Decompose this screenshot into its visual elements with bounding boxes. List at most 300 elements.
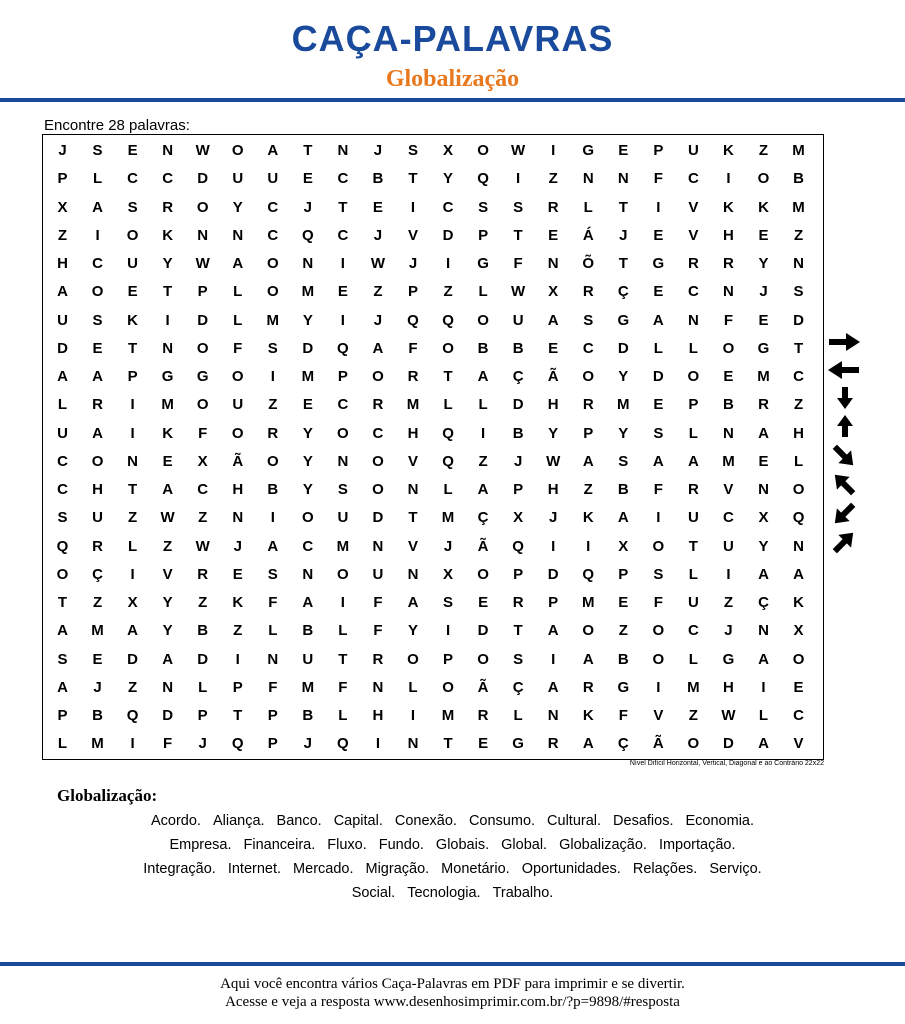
grid-cell: K xyxy=(723,142,734,159)
grid-cell: W xyxy=(546,452,561,470)
grid-cell: F xyxy=(653,481,663,498)
grid-cell: X xyxy=(513,509,524,527)
grid-cell: C xyxy=(337,396,349,414)
grid-cell: S xyxy=(513,198,524,216)
grid-cell: R xyxy=(758,396,769,414)
word-item: Relações. xyxy=(632,861,698,877)
grid-cell: S xyxy=(793,283,804,301)
grid-cell: J xyxy=(513,452,523,470)
grid-cell: I xyxy=(340,311,345,329)
grid-cell: B xyxy=(512,339,524,357)
grid-cell: O xyxy=(372,481,384,498)
grid-cell: V xyxy=(723,481,734,498)
grid-cell: Z xyxy=(198,509,208,527)
grid-cell: B xyxy=(723,396,734,414)
arrow-up-left-icon xyxy=(826,472,862,496)
grid-cell: I xyxy=(130,396,135,414)
word-item: Social. xyxy=(351,885,396,901)
grid-cell: T xyxy=(408,170,418,188)
grid-cell: F xyxy=(618,707,628,724)
grid-cell: P xyxy=(197,283,208,301)
grid-cell: B xyxy=(197,622,209,640)
word-item: Tecnologia. xyxy=(407,885,481,901)
grid-cell: A xyxy=(582,452,594,470)
grid-cell: I xyxy=(410,707,416,724)
grid-cell: K xyxy=(232,594,244,611)
grid-cell: M xyxy=(91,622,104,640)
grid-cell: P xyxy=(443,650,454,668)
grid-cell: O xyxy=(266,452,279,470)
grid-cell: L xyxy=(688,650,698,668)
grid-cell: X xyxy=(57,198,68,216)
grid-cell: I xyxy=(481,424,486,442)
grid-cell: N xyxy=(723,424,734,442)
grid-cell: X xyxy=(548,283,559,301)
grid-cell: E xyxy=(302,170,313,188)
grid-cell: T xyxy=(128,339,138,357)
grid-row xyxy=(43,646,823,674)
arrow-up-icon xyxy=(826,414,862,438)
grid-cell: D xyxy=(652,368,664,385)
grid-cell: C xyxy=(267,226,279,244)
grid-row xyxy=(43,730,823,758)
grid-cell: J xyxy=(724,622,733,640)
grid-cell: E xyxy=(302,396,313,414)
grid-cell: J xyxy=(303,735,313,753)
grid-row xyxy=(43,561,823,589)
grid-cell: X xyxy=(127,594,138,611)
grid-cell: P xyxy=(513,481,524,498)
grid-cell: C xyxy=(372,424,384,442)
grid-cell: T xyxy=(443,368,453,385)
grid-cell: T xyxy=(618,255,628,272)
grid-cell: N xyxy=(162,678,174,696)
grid-cell: F xyxy=(163,735,173,753)
grid-cell: I xyxy=(726,565,731,583)
grid-cell: E xyxy=(548,226,559,244)
grid-cell: S xyxy=(653,565,664,583)
grid-cell: J xyxy=(198,735,207,753)
grid-cell: R xyxy=(92,396,103,414)
grid-cell: B xyxy=(512,424,524,442)
grid-cell: C xyxy=(582,339,594,357)
grid-cell: M xyxy=(757,368,770,385)
grid-cell: Z xyxy=(688,707,698,724)
grid-cell: O xyxy=(792,650,805,668)
grid-cell: V xyxy=(407,452,418,470)
grid-cell: P xyxy=(337,368,348,385)
grid-cell: F xyxy=(198,424,208,442)
grid-cell: O xyxy=(442,339,454,357)
grid-cell: A xyxy=(758,650,769,668)
instructions: Encontre 28 palavras: xyxy=(44,117,190,134)
grid-cell: K xyxy=(127,311,139,329)
grid-cell: C xyxy=(723,509,734,527)
grid-cell: N xyxy=(302,565,314,583)
grid-cell: N xyxy=(547,707,559,724)
grid-cell: M xyxy=(406,396,420,414)
grid-cell: B xyxy=(302,707,314,724)
grid-cell: A xyxy=(92,368,103,385)
grid-cell: Q xyxy=(582,565,595,583)
grid-cell: S xyxy=(57,650,68,668)
grid-cell: E xyxy=(127,283,138,301)
grid-cell: Õ xyxy=(582,255,595,272)
grid-cell: T xyxy=(57,594,68,611)
grid-cell: Z xyxy=(548,170,558,188)
grid-cell: Z xyxy=(92,594,103,611)
grid-cell: X xyxy=(618,537,629,555)
grid-cell: J xyxy=(549,509,558,527)
grid-cell: Y xyxy=(758,255,769,272)
grid-cell: B xyxy=(302,622,314,640)
grid-cell: I xyxy=(586,537,591,555)
grid-cell: O xyxy=(582,622,595,640)
grid-cell: K xyxy=(162,226,174,244)
grid-cell: C xyxy=(793,707,804,724)
grid-cell: D xyxy=(57,339,68,357)
grid-cell: F xyxy=(233,339,243,357)
grid-cell: F xyxy=(513,255,523,272)
grid-cell: Y xyxy=(302,481,313,498)
grid-cell: A xyxy=(793,565,804,583)
grid-cell: P xyxy=(618,565,629,583)
grid-cell: U xyxy=(687,594,699,611)
grid-cell: J xyxy=(303,198,313,216)
direction-legend xyxy=(826,330,866,558)
grid-cell: A xyxy=(477,481,489,498)
grid-cell: O xyxy=(652,622,665,640)
grid-cell: G xyxy=(757,339,770,357)
grid-cell: E xyxy=(758,226,769,244)
grid-cell: D xyxy=(197,170,209,188)
grid-cell: A xyxy=(57,678,68,696)
grid-cell: I xyxy=(761,678,766,696)
grid-cell: V xyxy=(162,565,173,583)
grid-cell: V xyxy=(793,735,804,753)
grid-cell: T xyxy=(408,509,418,527)
grid-row xyxy=(43,617,823,645)
word-item: Economia. xyxy=(685,813,755,829)
grid-cell: P xyxy=(548,594,559,611)
grid-cell: E xyxy=(92,339,103,357)
grid-cell: T xyxy=(513,622,523,640)
grid-cell: C xyxy=(127,170,139,188)
grid-cell: P xyxy=(688,396,699,414)
grid-cell: I xyxy=(270,509,275,527)
grid-cell: G xyxy=(617,678,630,696)
grid-cell: U xyxy=(687,142,699,159)
grid-cell: N xyxy=(617,170,629,188)
word-list-line xyxy=(0,857,905,881)
grid-cell: O xyxy=(687,735,700,753)
grid-cell: Y xyxy=(618,368,629,385)
grid-cell: M xyxy=(792,198,805,216)
grid-cell: Y xyxy=(232,198,243,216)
word-item: Globais. xyxy=(435,837,490,853)
grid-row xyxy=(43,278,823,306)
grid-cell: S xyxy=(127,198,138,216)
grid-cell: R xyxy=(582,678,594,696)
grid-row xyxy=(43,448,823,476)
grid-cell: R xyxy=(477,707,489,724)
grid-cell: U xyxy=(127,255,139,272)
grid-cell: A xyxy=(758,735,769,753)
grid-cell: G xyxy=(617,311,630,329)
grid-cell: O xyxy=(722,339,735,357)
grid-cell: G xyxy=(512,735,524,753)
grid-cell: W xyxy=(511,283,526,301)
grid-cell: E xyxy=(548,339,559,357)
grid-cell: A xyxy=(92,198,103,216)
grid-cell: E xyxy=(653,283,664,301)
grid-cell: O xyxy=(477,565,489,583)
grid-cell: N xyxy=(582,170,594,188)
grid-cell: U xyxy=(337,509,349,527)
grid-cell: S xyxy=(407,142,418,159)
grid-cell: O xyxy=(582,368,595,385)
grid-cell: Z xyxy=(758,142,769,159)
arrow-down-right-icon xyxy=(826,444,862,468)
grid-cell: J xyxy=(619,226,628,244)
grid-cell: O xyxy=(126,226,139,244)
grid-cell: D xyxy=(302,339,314,357)
grid-cell: P xyxy=(232,678,243,696)
grid-cell: S xyxy=(337,481,348,498)
grid-cell: I xyxy=(656,509,661,527)
word-item: Internet. xyxy=(227,861,282,877)
grid-cell: T xyxy=(338,198,348,216)
grid-cell: A xyxy=(162,481,174,498)
grid-row xyxy=(43,363,823,391)
grid-cell: F xyxy=(723,311,734,329)
grid-cell: A xyxy=(92,424,103,442)
grid-cell: C xyxy=(687,170,699,188)
grid-cell: O xyxy=(652,650,665,668)
grid-cell: L xyxy=(688,565,698,583)
grid-cell: S xyxy=(653,424,664,442)
grid-cell: L xyxy=(338,622,348,640)
footer-line-1: Aqui você encontra vários Caça-Palavras em PDF para imprimir e se divertir. xyxy=(220,976,685,992)
grid-cell: S xyxy=(513,650,524,668)
grid-cell: N xyxy=(267,650,279,668)
grid-cell: Q xyxy=(792,509,805,527)
grid-cell: D xyxy=(127,650,139,668)
grid-cell: U xyxy=(372,565,384,583)
grid-cell: Q xyxy=(477,170,489,188)
grid-cell: O xyxy=(56,565,69,583)
grid-cell: Z xyxy=(57,226,68,244)
grid-cell: F xyxy=(653,170,663,188)
grid-row xyxy=(43,335,823,363)
grid-cell: A xyxy=(57,283,68,301)
grid-cell: X xyxy=(443,142,454,159)
grid-cell: E xyxy=(618,142,629,159)
grid-cell: M xyxy=(582,594,595,611)
grid-cell: J xyxy=(373,311,383,329)
grid-cell: X xyxy=(758,509,769,527)
grid-cell: J xyxy=(93,678,102,696)
grid-cell: Y xyxy=(302,452,313,470)
grid-cell: U xyxy=(512,311,524,329)
grid-cell: S xyxy=(478,198,489,216)
grid-cell: R xyxy=(92,537,103,555)
grid-cell: L xyxy=(688,339,698,357)
grid-cell: P xyxy=(57,170,68,188)
grid-cell: L xyxy=(198,678,208,696)
grid-cell: Z xyxy=(373,283,383,301)
grid-cell: U xyxy=(232,396,244,414)
grid-cell: C xyxy=(92,255,103,272)
arrow-up-right-icon xyxy=(826,530,862,554)
grid-cell: B xyxy=(92,707,103,724)
grid-cell: J xyxy=(58,142,67,159)
grid-cell: E xyxy=(372,198,383,216)
grid-cell: D xyxy=(372,509,384,527)
grid-row xyxy=(43,137,823,165)
grid-cell: W xyxy=(195,255,210,272)
grid-cell: V xyxy=(653,707,664,724)
grid-cell: M xyxy=(722,452,735,470)
word-list-line xyxy=(0,881,905,905)
grid-cell: Q xyxy=(512,537,524,555)
grid-cell: Y xyxy=(548,424,559,442)
grid-cell: J xyxy=(408,255,418,272)
grid-cell: N xyxy=(232,509,244,527)
grid-cell: W xyxy=(370,255,386,272)
grid-cell: F xyxy=(373,594,383,611)
grid-cell: N xyxy=(302,255,314,272)
grid-cell: W xyxy=(195,142,210,159)
grid-cell: C xyxy=(687,622,699,640)
grid-cell: N xyxy=(372,678,384,696)
grid-cell: I xyxy=(130,565,135,583)
grid-cell: N xyxy=(793,255,804,272)
grid-cell: N xyxy=(162,339,174,357)
grid-cell: N xyxy=(758,622,769,640)
grid-row xyxy=(43,307,823,335)
grid-cell: U xyxy=(57,311,68,329)
grid-cell: N xyxy=(407,735,419,753)
grid-cell: T xyxy=(303,142,313,159)
grid-cell: E xyxy=(653,396,664,414)
grid-row xyxy=(43,702,823,730)
grid-cell: H xyxy=(723,226,734,244)
grid-cell: J xyxy=(373,226,383,244)
word-item: Importação. xyxy=(658,837,736,853)
grid-cell: N xyxy=(232,226,244,244)
grid-cell: R xyxy=(512,594,524,611)
grid-cell: D xyxy=(793,311,804,329)
grid-cell: H xyxy=(92,481,103,498)
grid-cell: Ã xyxy=(232,452,244,470)
grid-cell: N xyxy=(337,452,349,470)
grid-cell: I xyxy=(516,170,521,188)
grid-cell: D xyxy=(197,311,209,329)
grid-cell: E xyxy=(793,678,804,696)
grid-row xyxy=(43,589,823,617)
grid-cell: M xyxy=(301,283,315,301)
arrow-left-icon xyxy=(826,358,862,382)
grid-cell: M xyxy=(161,396,174,414)
grid-cell: M xyxy=(336,537,350,555)
grid-cell: E xyxy=(162,452,173,470)
grid-cell: M xyxy=(266,311,280,329)
grid-cell: O xyxy=(372,452,384,470)
word-item: Trabalho. xyxy=(492,885,554,901)
grid-cell: C xyxy=(442,198,454,216)
grid-cell: I xyxy=(445,255,451,272)
grid-cell: N xyxy=(687,311,699,329)
grid-cell: Ã xyxy=(652,735,664,753)
grid-cell: L xyxy=(758,707,769,724)
grid-cell: O xyxy=(337,565,349,583)
grid-cell: K xyxy=(162,424,174,442)
word-list-line xyxy=(0,833,905,857)
grid-cell: Y xyxy=(162,622,173,640)
arrow-right-icon xyxy=(826,330,862,354)
grid-cell: N xyxy=(723,283,734,301)
grid-cell: N xyxy=(162,142,174,159)
grid-cell: E xyxy=(758,311,769,329)
word-item: Globalização. xyxy=(559,837,647,853)
grid-cell: S xyxy=(443,594,454,611)
grid-cell: B xyxy=(267,481,279,498)
grid-cell: T xyxy=(128,481,138,498)
grid-cell: Z xyxy=(618,622,628,640)
grid-cell: R xyxy=(547,735,559,753)
grid-cell: U xyxy=(302,650,314,668)
grid-cell: I xyxy=(410,198,416,216)
grid-cell: W xyxy=(721,707,736,724)
grid-cell: I xyxy=(445,622,451,640)
grid-cell: H xyxy=(793,424,804,442)
grid-cell: K xyxy=(758,198,769,216)
grid-cell: A xyxy=(547,311,559,329)
grid-cell: C xyxy=(337,170,349,188)
grid-cell: S xyxy=(92,311,103,329)
grid-cell: R xyxy=(197,565,209,583)
grid-cell: G xyxy=(582,142,595,159)
word-item: Fluxo. xyxy=(327,837,367,853)
grid-cell: O xyxy=(231,142,244,159)
grid-row xyxy=(43,476,823,504)
word-item: Acordo. xyxy=(150,813,201,829)
grid-cell: I xyxy=(130,424,135,442)
word-item: Mercado. xyxy=(293,861,354,877)
grid-cell: E xyxy=(653,226,664,244)
grid-row xyxy=(43,533,823,561)
grid-cell: I xyxy=(340,594,345,611)
grid-cell: Y xyxy=(162,594,173,611)
level-note: Nível Difícil Horizontal, Vertical, Diagonal e ao Contrário 22x22 xyxy=(629,760,824,767)
grid-cell: L xyxy=(513,707,523,724)
grid-cell: E xyxy=(478,594,489,611)
grid-cell: Z xyxy=(268,396,278,414)
grid-cell: H xyxy=(407,424,419,442)
grid-cell: Z xyxy=(583,481,593,498)
grid-cell: R xyxy=(687,481,699,498)
grid-cell: W xyxy=(511,142,526,159)
grid-cell: I xyxy=(551,142,556,159)
grid-cell: A xyxy=(652,311,664,329)
grid-cell: T xyxy=(163,283,173,301)
grid-cell: Ç xyxy=(617,283,629,301)
grid-cell: O xyxy=(196,198,209,216)
word-list-title: Globalização: xyxy=(57,786,158,805)
grid-cell: X xyxy=(197,452,208,470)
word-item: Banco. xyxy=(276,813,322,829)
